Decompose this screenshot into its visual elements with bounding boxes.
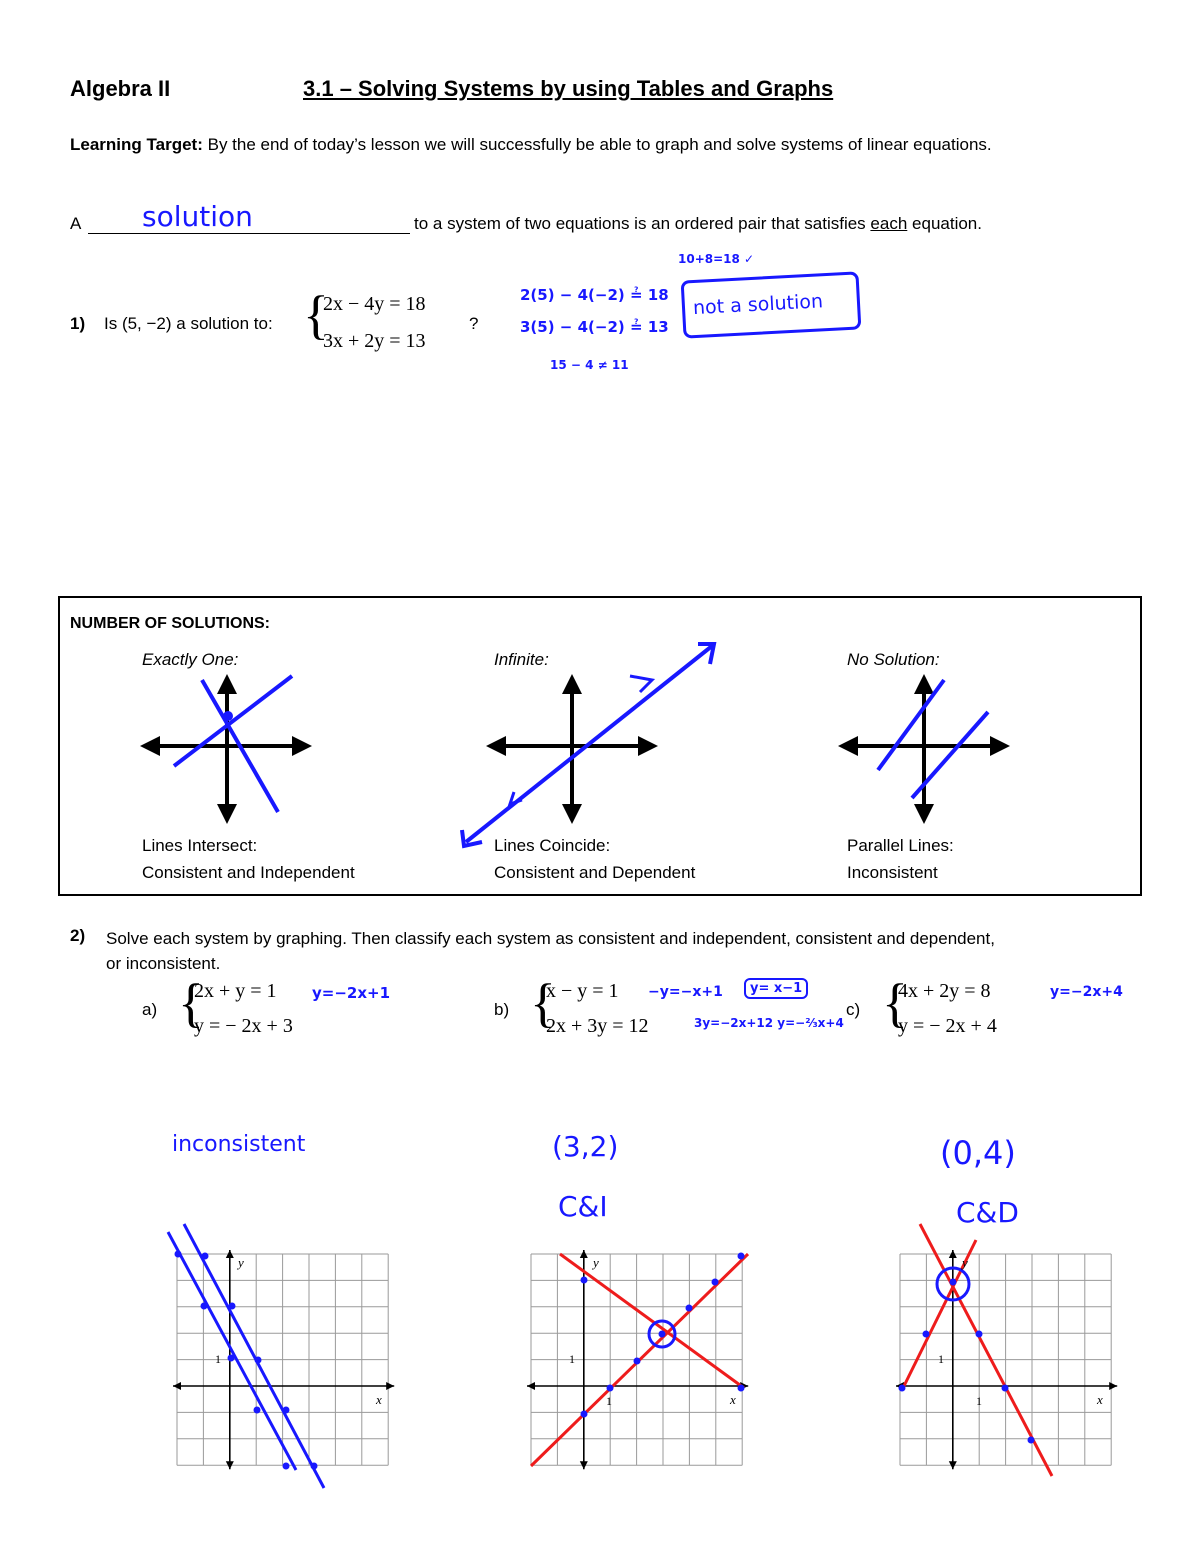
case-one-label: Exactly One: — [142, 650, 239, 669]
graph-c-point — [899, 1385, 906, 1392]
graph-a-point — [228, 1355, 235, 1362]
graph-a-line-2 — [184, 1224, 324, 1488]
q1-number-text: 1) — [70, 314, 86, 333]
solutions-heading: NUMBER OF SOLUTIONS: — [70, 615, 270, 632]
course-title: Algebra II — [70, 76, 171, 101]
case-infinite-line2: Consistent and Dependent — [494, 863, 696, 882]
q2-prompt-line1: Solve each system by graphing. Then classify each system as consistent and independent, consistent and dependent, — [106, 929, 995, 948]
part-a-work: y=−2x+1 — [312, 984, 391, 1002]
part-b-label: b) — [494, 1000, 510, 1019]
q1-answer: not a solution — [692, 290, 824, 320]
part-c-answer-point: (0,4) — [940, 1134, 1016, 1172]
graph-b-point — [659, 1331, 666, 1338]
part-c-answer-class: C&D — [956, 1196, 1019, 1229]
graph-c-x-arrow — [1109, 1382, 1117, 1390]
graph-a-point — [311, 1463, 318, 1470]
part-c-eq2: y = − 2x + 4 — [898, 1015, 997, 1037]
graph-b-point — [738, 1253, 745, 1260]
graph-c-one-label: 1 — [938, 1352, 944, 1366]
graph-b-point — [581, 1411, 588, 1418]
graph-a-y-label: y — [238, 1255, 244, 1270]
part-b-eq2: 2x + 3y = 12 — [546, 1015, 649, 1037]
graph-a-point — [202, 1253, 209, 1260]
part-b-work2: y= x−1 — [744, 978, 808, 999]
definition-suffix: to a system of two equations is an ordered pair that satisfies — [414, 214, 866, 233]
case-none-line2: Inconsistent — [847, 863, 938, 882]
part-c-brace: { — [882, 973, 908, 1033]
case-none-label: No Solution: — [847, 650, 940, 669]
learning-target-label: Learning Target: — [70, 135, 203, 154]
part-a-label: a) — [142, 1000, 158, 1019]
part-b-work3: 3y=−2x+12 y=−⅔x+4 — [694, 1016, 844, 1030]
graph-c-y-label: y — [962, 1255, 968, 1270]
part-b-eq1: x − y = 1 — [546, 980, 619, 1002]
graph-b-x-label: x — [730, 1392, 736, 1407]
part-a-eq1: 2x + y = 1 — [194, 980, 277, 1002]
case-infinite-line1: Lines Coincide: — [494, 836, 611, 855]
graph-c-point — [923, 1331, 930, 1338]
q2-number: 2) — [70, 926, 86, 945]
part-b-brace: { — [530, 973, 556, 1033]
graph-b-line-2 — [560, 1254, 744, 1388]
graph-c-x-label: x — [1097, 1392, 1103, 1407]
part-c-eq1: 4x + 2y = 8 — [898, 980, 991, 1002]
part-b-answer-class: C&I — [558, 1190, 608, 1223]
definition-each: each — [870, 214, 908, 233]
q2-prompt-line2: or inconsistent. — [106, 954, 221, 973]
graph-a-one-label: 1 — [215, 1352, 221, 1366]
graph-a-point — [201, 1303, 208, 1310]
part-a-brace: { — [178, 973, 204, 1033]
graph-a-point — [254, 1407, 261, 1414]
graph-b-point — [738, 1385, 745, 1392]
part-c-label: c) — [846, 1000, 861, 1019]
lesson-title: 3.1 – Solving Systems by using Tables and Graphs — [303, 76, 834, 101]
part-a-eq2: y = − 2x + 3 — [194, 1015, 293, 1037]
definition-prefix: A — [70, 214, 82, 233]
q1-work-2: 3(5) − 4(−2) ≟ 13 — [520, 318, 669, 336]
graph-b-x-one-label: 1 — [606, 1394, 612, 1408]
graph-a-point — [229, 1303, 236, 1310]
q1-brace: { — [303, 285, 329, 345]
learning-target-text: By the end of today’s lesson we will successfully be able to graph and solve systems of linear equations. — [207, 135, 992, 154]
graph-b-point — [712, 1279, 719, 1286]
graph-c-x-one-label: 1 — [976, 1394, 982, 1408]
graph-a-point — [283, 1407, 290, 1414]
q1-work-3: 15 − 4 ≠ 11 — [550, 358, 629, 372]
graph-b-point — [581, 1277, 588, 1284]
q1-question-mark: ? — [469, 314, 479, 333]
q1-prompt: Is (5, −2) a solution to: — [104, 314, 273, 333]
graph-b-point — [686, 1305, 693, 1312]
graph-a-point — [255, 1357, 262, 1364]
part-a-answer: inconsistent — [172, 1132, 306, 1157]
q1-work-1: 2(5) − 4(−2) ≟ 18 — [520, 286, 669, 304]
graph-a-point — [175, 1251, 182, 1258]
q1-eq1: 2x − 4y = 18 — [323, 293, 426, 315]
case-infinite-label: Infinite: — [494, 650, 549, 669]
part-b-answer-point: (3,2) — [552, 1130, 619, 1163]
graph-b-one-label: 1 — [569, 1352, 575, 1366]
graph-a-x-arrow — [386, 1382, 394, 1390]
graph-c-point — [1028, 1437, 1035, 1444]
definition-end: equation. — [912, 214, 982, 233]
graph-a-point — [283, 1463, 290, 1470]
graph-b-point — [607, 1385, 614, 1392]
part-c-work: y=−2x+4 — [1050, 984, 1123, 1000]
graph-c-point — [1002, 1385, 1009, 1392]
graph-b-point — [634, 1358, 641, 1365]
case-one-line2: Consistent and Independent — [142, 863, 355, 882]
case-one-line1: Lines Intersect: — [142, 836, 258, 855]
q1-eq2: 3x + 2y = 13 — [323, 330, 426, 352]
graph-b-y-label: y — [593, 1255, 599, 1270]
q1-check-note: 10+8=18 ✓ — [678, 252, 755, 266]
part-b-work1: −y=−x+1 — [648, 984, 723, 1000]
graph-a-x-label: x — [376, 1392, 382, 1407]
case-none-line1: Parallel Lines: — [847, 836, 954, 855]
handwritten-solution: solution — [142, 200, 253, 233]
graph-c-point — [976, 1331, 983, 1338]
graph-c-point — [950, 1279, 957, 1286]
graph-a-line-1 — [168, 1232, 296, 1470]
